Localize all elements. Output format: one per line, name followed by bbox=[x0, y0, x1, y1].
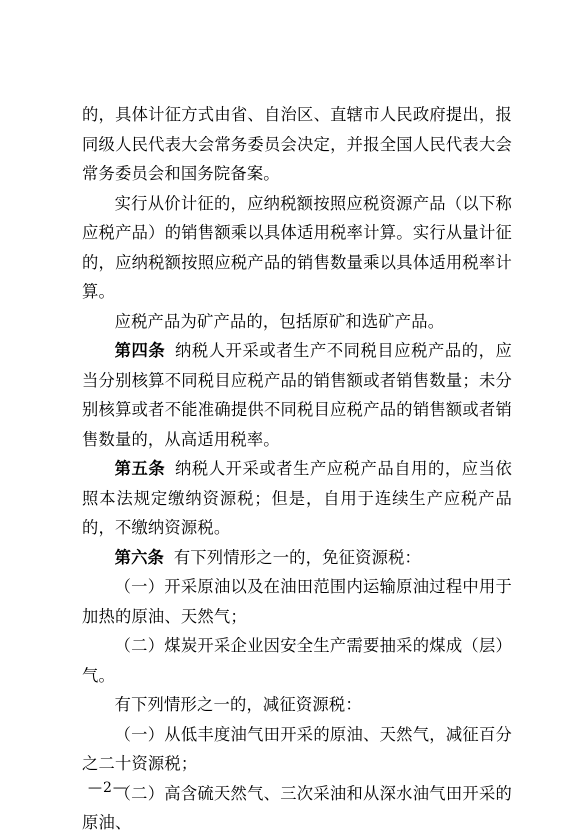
article-paragraph bbox=[82, 336, 512, 454]
paragraph bbox=[82, 690, 512, 720]
paragraph-text: 实行从价计征的，应纳税额按照应税资源产品（以下称应税产品）的销售额乘以具体适用税率计算。实行从量计征的，应纳税额按照应税产品的销售数量乘以具体适用税率计算。 bbox=[82, 193, 512, 301]
paragraph bbox=[82, 189, 512, 307]
paragraph-text: 纳税人开采或者生产应税产品自用的，应当依照本法规定缴纳资源税；但是，自用于连续生产应税产品的，不缴纳资源税。 bbox=[82, 459, 512, 537]
page-number: —2— bbox=[88, 780, 128, 796]
article-heading: 第四条 bbox=[114, 341, 166, 360]
list-item bbox=[82, 631, 512, 690]
paragraph-text: （一）从低丰度油气田开采的原油、天然气，减征百分之二十资源税； bbox=[82, 724, 512, 773]
article-paragraph bbox=[82, 543, 512, 573]
paragraph-text: （二）高含硫天然气、三次采油和从深水油气田开采的原油、 bbox=[82, 783, 512, 832]
paragraph-text: 有下列情形之一的，免征资源税： bbox=[173, 547, 422, 567]
article-heading: 第五条 bbox=[114, 459, 166, 478]
list-item bbox=[82, 572, 512, 631]
list-item bbox=[82, 720, 512, 779]
paragraph-text: 应税产品为矿产品的，包括原矿和选矿产品。 bbox=[114, 311, 445, 331]
paragraph-text: （二）煤炭开采企业因安全生产需要抽采的煤成（层）气。 bbox=[82, 636, 512, 685]
list-item bbox=[82, 779, 512, 838]
paragraph-text: （一）开采原油以及在油田范围内运输原油过程中用于加热的原油、天然气； bbox=[82, 577, 512, 626]
paragraph-text: 有下列情形之一的，减征资源税： bbox=[114, 695, 362, 714]
body-text bbox=[82, 100, 512, 838]
paragraph bbox=[82, 307, 512, 337]
article-heading: 第六条 bbox=[114, 547, 165, 567]
paragraph-text: 纳税人开采或者生产不同税目应税产品的，应当分别核算不同税目应税产品的销售额或者销售数量；未分别核算或者不能准确提供不同税目应税产品的销售额或者销售数量的，从高适用税率。 bbox=[82, 341, 512, 449]
paragraph bbox=[82, 100, 512, 189]
paragraph-text: 的，具体计征方式由省、自治区、直辖市人民政府提出，报同级人民代表大会常务委员会决定，并报全国人民代表大会常务委员会和国务院备案。 bbox=[82, 105, 512, 183]
article-paragraph bbox=[82, 454, 512, 543]
